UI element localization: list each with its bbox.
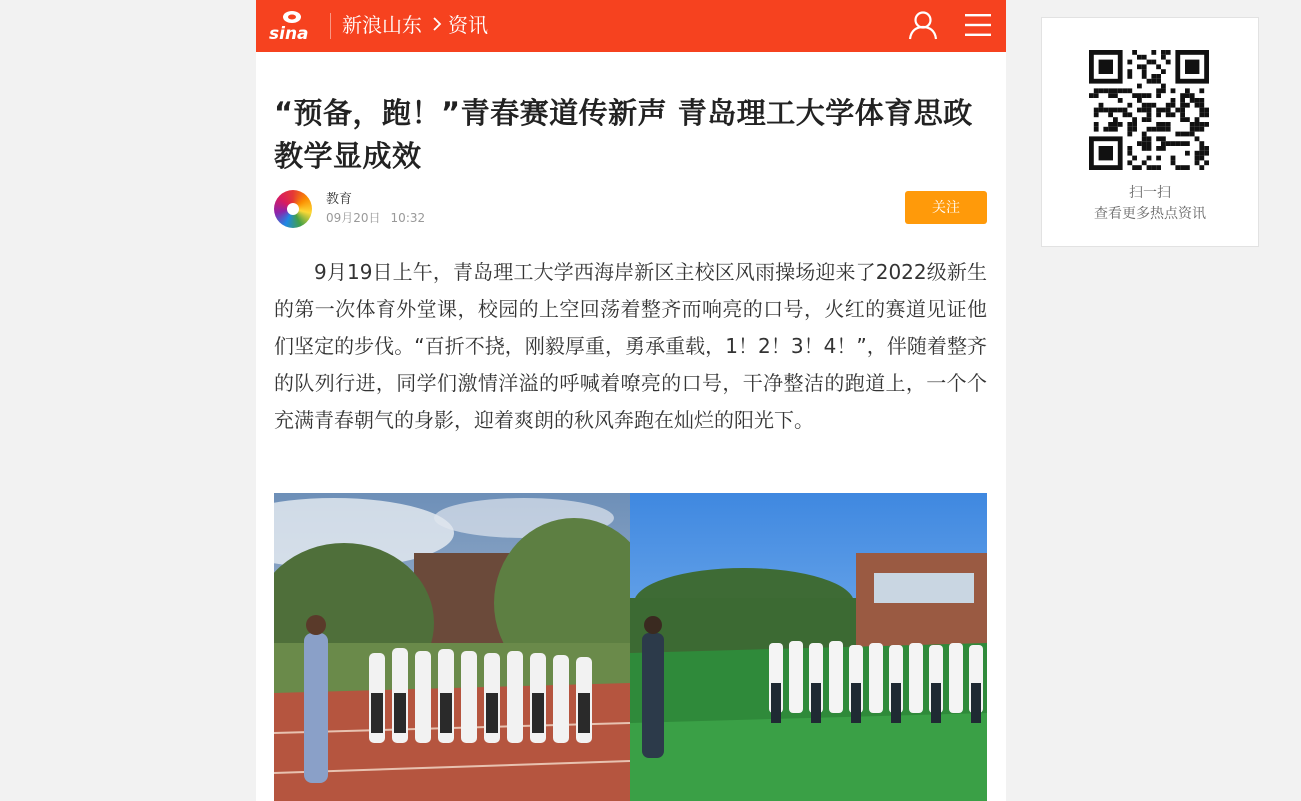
article-paragraph: 9月19日上午，青岛理工大学西海岸新区主校区风雨操场迎来了2022级新生的第一次体育外堂课，校园的上空回荡着整齐而响亮的口号，火红的赛道见证他们坚定的步伐。“百折不挠，刚毅厚重，勇承重载，1！2！3！4！”，伴随着整齐的队列行进，同学们激情洋溢的呼喊着嘹亮的口号，干净整洁的跑道上，一个个充满青春朝气的身影，迎着爽朗的秋风奔跑在灿烂的阳光下。 <box>274 260 987 432</box>
qr-card <box>1041 17 1259 247</box>
main-column <box>256 0 1006 801</box>
chevron-right-icon <box>432 11 442 39</box>
left-photo <box>274 493 654 801</box>
author-avatar[interactable] <box>274 190 312 228</box>
right-photo <box>630 493 987 801</box>
qr-more-label: 查看更多热点资讯 <box>1094 206 1206 222</box>
top-bar <box>256 0 1006 52</box>
follow-button[interactable]: 关注 <box>905 191 987 224</box>
breadcrumb <box>342 11 488 39</box>
user-icon[interactable] <box>907 9 939 41</box>
article-photo <box>274 493 987 801</box>
menu-icon[interactable] <box>964 11 992 39</box>
article-title: “预备，跑！”青春赛道传新声 青岛理工大学体育思政教学显成效 <box>274 96 973 173</box>
article <box>256 92 1006 439</box>
logo-wordmark: sina <box>269 24 309 44</box>
publish-date: 09月20日 <box>326 211 381 225</box>
sina-logo[interactable] <box>268 8 318 44</box>
article-meta <box>274 190 987 232</box>
qr-scan-label: 扫一扫 <box>1129 185 1171 201</box>
publish-clock: 10:32 <box>390 211 426 225</box>
channel-link[interactable]: 新浪山东 <box>342 13 422 37</box>
header-divider <box>330 13 331 39</box>
publish-time <box>326 210 425 226</box>
author-name[interactable]: 教育 <box>326 192 353 207</box>
qr-code <box>1089 50 1209 170</box>
section-link[interactable]: 资讯 <box>448 13 488 37</box>
